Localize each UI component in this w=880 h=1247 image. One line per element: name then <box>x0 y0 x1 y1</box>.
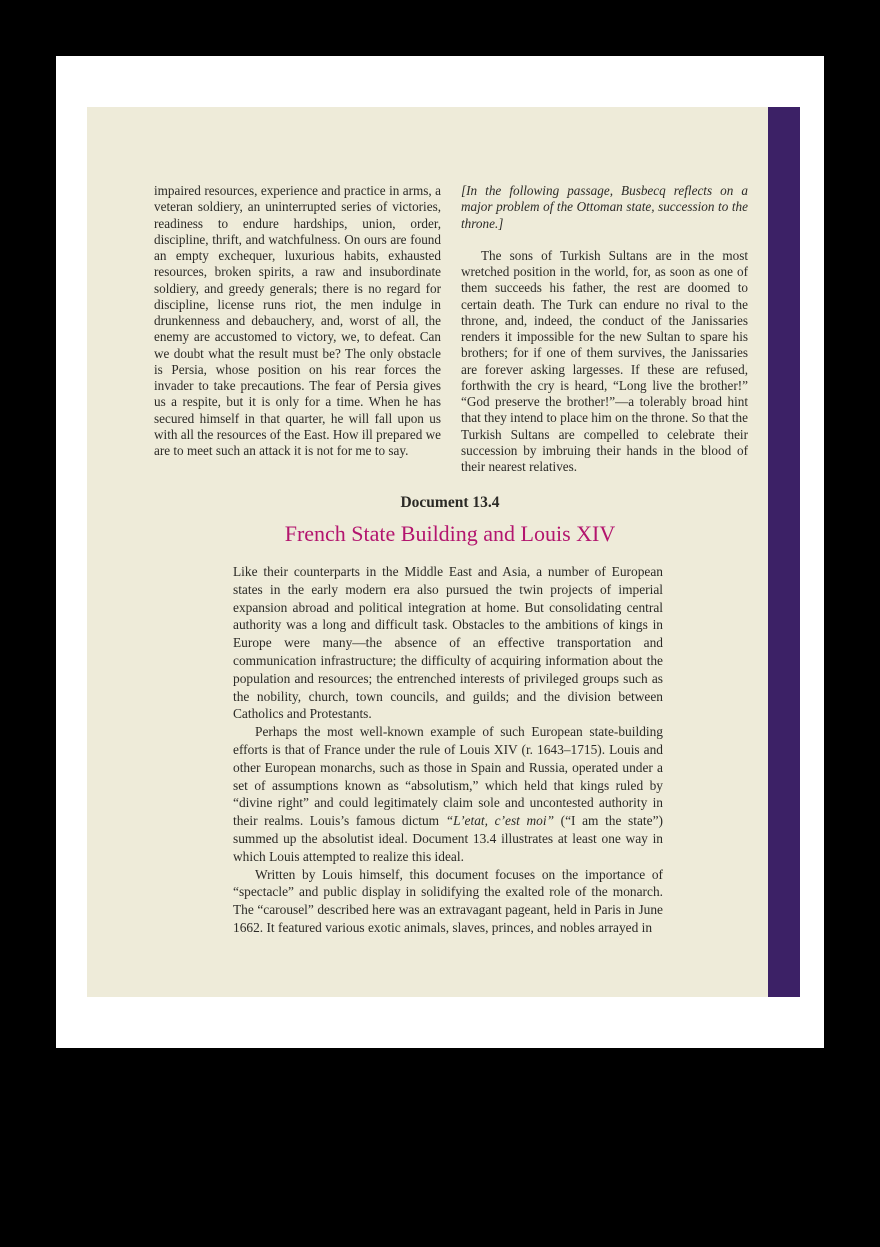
intro-paragraph-1: Like their counterparts in the Middle East and Asia, a number of European states in the early modern era also pursued the twin projects of imperial expansion abroad and political integration at home. But consolidating central authority was a long and difficult task. Obstacles to the ambitions of kings in Europe were many—the absence of an effective transportation and communication infrastructure; the difficulty of acquiring information about the population and resources; the entrenched interests of privileged groups such as the nobility, church, town councils, and guilds; and the division between Catholics and Protestants. <box>233 564 663 722</box>
dictum-quote: “L’etat, c’est moi” <box>445 813 555 829</box>
intro-paragraph-3: Written by Louis himself, this document focuses on the importance of “spectacle” and public display in solidifying the exalted role of the monarch. The “carousel” described here was an extravagant pageant, held in Paris in June 1662. It featured various exotic animals, slaves, princes, and nobles arrayed in <box>233 866 663 935</box>
chapter-side-bar <box>768 107 800 997</box>
document-introduction <box>233 563 663 937</box>
left-column-text: impaired resources, experience and practice in arms, a veteran soldiery, an uninterrupted series of victories, readiness to endure hardships, union, order, discipline, thrift, and watchfulness. On ours are found an empty exchequer, luxurious habits, exhausted resources, broken spirits, a raw and insubordinate soldiery, and greedy generals; there is no regard for discipline, license runs riot, the men indulge in drunkenness and debauchery, and, worst of all, the enemy are accustomed to victory, we, to defeat. Can we doubt what the result must be? The only obstacle is Persia, whose position on his rear forces the invader to take precautions. The fear of Persia gives us a respite, but it is only for a time. When he has secured himself in that quarter, he will fall upon us with all the resources of the East. How ill prepared we are to meet such an attack it is not for me to say. <box>154 183 441 458</box>
paragraph-2-text: Perhaps the most well-known example of such European state-building efforts is that of France under the rule of Louis XIV (r. 1643–1715). Louis and other European monarchs, such as those in Spain and Russia, operated under a set of assumptions known as “absolutism,” which held that kings ruled by “divine right” and could legitimately claim sole and uncontested authority in their realms. Louis’s famous dictum <box>233 724 663 829</box>
document-title: French State Building and Louis XIV <box>284 521 616 546</box>
intro-paragraph-2 <box>233 723 663 865</box>
right-column-text: The sons of Turkish Sultans are in the most wretched position in the world, for, as soon as one of them succeeds his father, the rest are doomed to certain death. The Turk can endure no rival to the throne, and, indeed, the conduct of the Janissaries renders it impossible for the new Sultan to spare his brothers; for if one of them survives, the Janissaries are forever asking largesses. If these are refused, forthwith the cry is heard, “Long live the brother!” “God preserve the brother!”—a tolerably broad hint that they intend to place him on the throne. So that the Turkish Sultans are compelled to celebrate their succession by imbruing their hands in the blood of their nearest relatives. <box>461 247 748 474</box>
right-column <box>461 183 748 475</box>
left-column <box>154 183 441 459</box>
paragraph-2-continuation: (“I am the state”) summed up the absolutist ideal. Document 13.4 illustrates at least one way in which Louis attempted to realize this ideal. <box>233 813 663 864</box>
editorial-note: [In the following passage, Busbecq reflects on a major problem of the Ottoman state, succession to the throne.] <box>461 183 748 231</box>
document-label: Document 13.4 <box>400 494 500 511</box>
